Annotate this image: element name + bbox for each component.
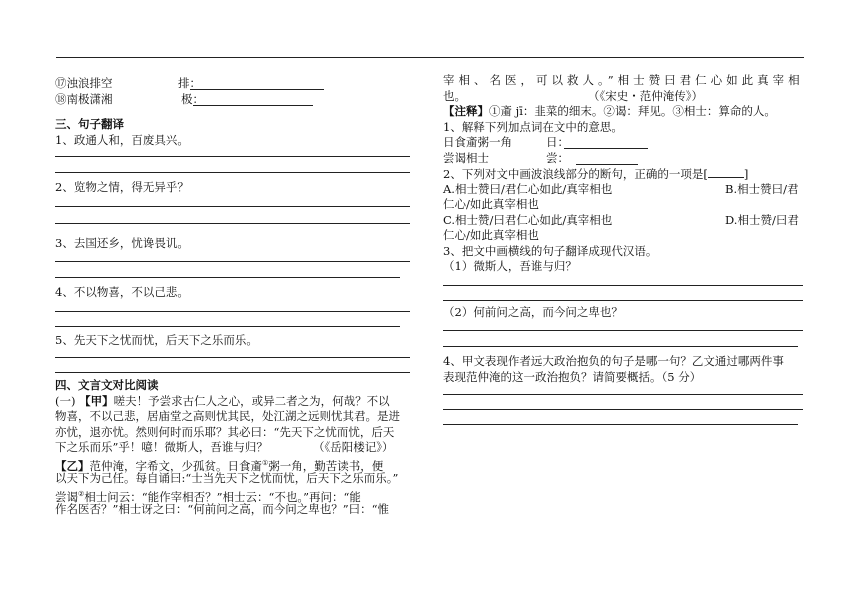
yi-tag: 【乙】 bbox=[55, 458, 90, 473]
passage-jia-line-4: 下之乐而乐”乎！噫！微斯人，吾谁与归？ （《岳阳楼记》） bbox=[55, 440, 394, 454]
passage-yi-line-3: 尝谒②相士问云：“能作宰相否？”相士云：“不也。”再问：“能 bbox=[55, 489, 361, 504]
section3-q3-answer[interactable] bbox=[55, 251, 413, 285]
left-column bbox=[55, 66, 413, 518]
option-a-b bbox=[443, 182, 808, 198]
section3-q2-answer[interactable] bbox=[55, 196, 413, 236]
vocab-18-label: ⑱南极潇湘 bbox=[55, 91, 113, 106]
question-2: 2、下列对文中画波浪线部分的断句，正确的一项是[ ] bbox=[443, 167, 749, 181]
question-3a-answer[interactable] bbox=[443, 275, 808, 305]
question-3b-answer[interactable] bbox=[443, 320, 808, 354]
option-c: C.相士赞/曰君仁心如此/真宰相也 bbox=[443, 212, 613, 227]
section3-q3: 3、去国还乡，忧谗畏讥。 bbox=[55, 235, 189, 250]
question-4-line-2: 表现范仲淹的这一政治抱负？请简要概括。（5 分） bbox=[443, 369, 702, 384]
section3-heading: 三、句子翻译 bbox=[55, 117, 124, 131]
section3-q1: 1、政通人和，百废具兴。 bbox=[55, 132, 189, 147]
vocab-18-answer-line[interactable] bbox=[193, 94, 313, 106]
section3-q5-answer[interactable] bbox=[55, 348, 413, 378]
section3-q4: 4、不以物喜，不以己悲。 bbox=[55, 285, 189, 299]
jia-source: （《岳阳楼记》） bbox=[313, 440, 394, 454]
passage-jia-line-1: (一) 【甲】嗟夫！予尝求古仁人之心，或异二者之为，何哉？不以 bbox=[55, 393, 390, 408]
section3-q2: 2、览物之情，得无异乎？ bbox=[55, 180, 189, 194]
question-3: 3、把文中画横线的句子翻译成现代汉语。 bbox=[443, 243, 658, 258]
option-c-d bbox=[443, 213, 808, 229]
question-3b: （2）何前问之高，而今问之卑也？ bbox=[443, 304, 623, 319]
question-2-answer-box[interactable] bbox=[708, 166, 744, 178]
passage-yi-line-4: 作名医否？”相士讶之曰：“何前问之高，而今问之卑也？”曰：“惟 bbox=[55, 502, 390, 516]
question-1: 1、解释下列加点词在文中的意思。 bbox=[443, 119, 623, 134]
question-1a-answer-line[interactable] bbox=[564, 137, 648, 149]
question-4-answer[interactable] bbox=[443, 385, 808, 435]
question-1a: 日食齑粥一角 日： bbox=[443, 135, 808, 151]
vocab-item-17 bbox=[55, 76, 413, 92]
passage-jia-line-2: 物喜，不以己悲，居庙堂之高则忧其民，处江湖之远则忧其君。是进 bbox=[55, 409, 400, 423]
yi-source: （《宋史・范仲淹传》） bbox=[588, 88, 703, 103]
jia-tag: 【甲】 bbox=[79, 393, 114, 408]
vocab-17-label: ⑰浊浪排空 bbox=[55, 76, 113, 90]
passage-yi-line-1: 【乙】范仲淹，字希文，少孤贫。日食齑①粥一角，勤苦读书，便 bbox=[55, 458, 384, 473]
question-3a: （1）微斯人，吾谁与归？ bbox=[443, 259, 577, 273]
section3-q5: 5、先天下之忧而忧，后天下之乐而乐。 bbox=[55, 332, 258, 347]
question-1b-answer-line[interactable] bbox=[576, 153, 638, 165]
question-4-line-1: 4、甲文表现作者远大政治抱负的句子是哪一句？乙文通过哪两件事 bbox=[443, 354, 784, 368]
section3-q4-answer[interactable] bbox=[55, 301, 413, 333]
option-a: A.相士赞曰/君仁心如此/真宰相也 bbox=[443, 181, 613, 196]
vocab-18-char: 极： bbox=[181, 91, 204, 106]
right-column bbox=[443, 66, 808, 435]
passage-yi-line-5: 宰相、名医，可以救人。”相士赞曰君仁心如此真宰相 bbox=[443, 73, 804, 87]
question-1b: 尝谒相士 尝： bbox=[443, 151, 808, 167]
top-rule bbox=[56, 57, 804, 58]
section3-q1-answer[interactable] bbox=[55, 148, 413, 180]
option-b: B.相士赞曰/君 bbox=[725, 181, 799, 196]
annotation: 【注释】①齑 jī：韭菜的细末。②谒：拜见。③相士：算命的人。 bbox=[443, 104, 776, 118]
vocab-17-char: 排： bbox=[178, 76, 201, 90]
option-d-cont: 仁心/如此真宰相也 bbox=[443, 228, 539, 242]
vocab-item-18 bbox=[55, 92, 413, 108]
annotation-tag: 【注释】 bbox=[443, 104, 489, 118]
passage-yi-line-6: 也。 （《宋史・范仲淹传》） bbox=[443, 88, 703, 103]
passage-yi-line-2: 以天下为己任。每自诵曰:“士当先天下之忧而忧，后天下之乐而乐。” bbox=[55, 471, 399, 485]
vocab-17-answer-line[interactable] bbox=[190, 78, 324, 90]
section4-heading: 四、文言文对比阅读 bbox=[55, 378, 159, 392]
option-b-cont: 仁心/如此真宰相也 bbox=[443, 197, 539, 211]
passage-jia-line-3: 亦忧，退亦忧。然则何时而乐耶？其必曰：“先天下之忧而忧，后天 bbox=[55, 424, 395, 439]
option-d: D.相士赞/曰君 bbox=[725, 212, 799, 227]
